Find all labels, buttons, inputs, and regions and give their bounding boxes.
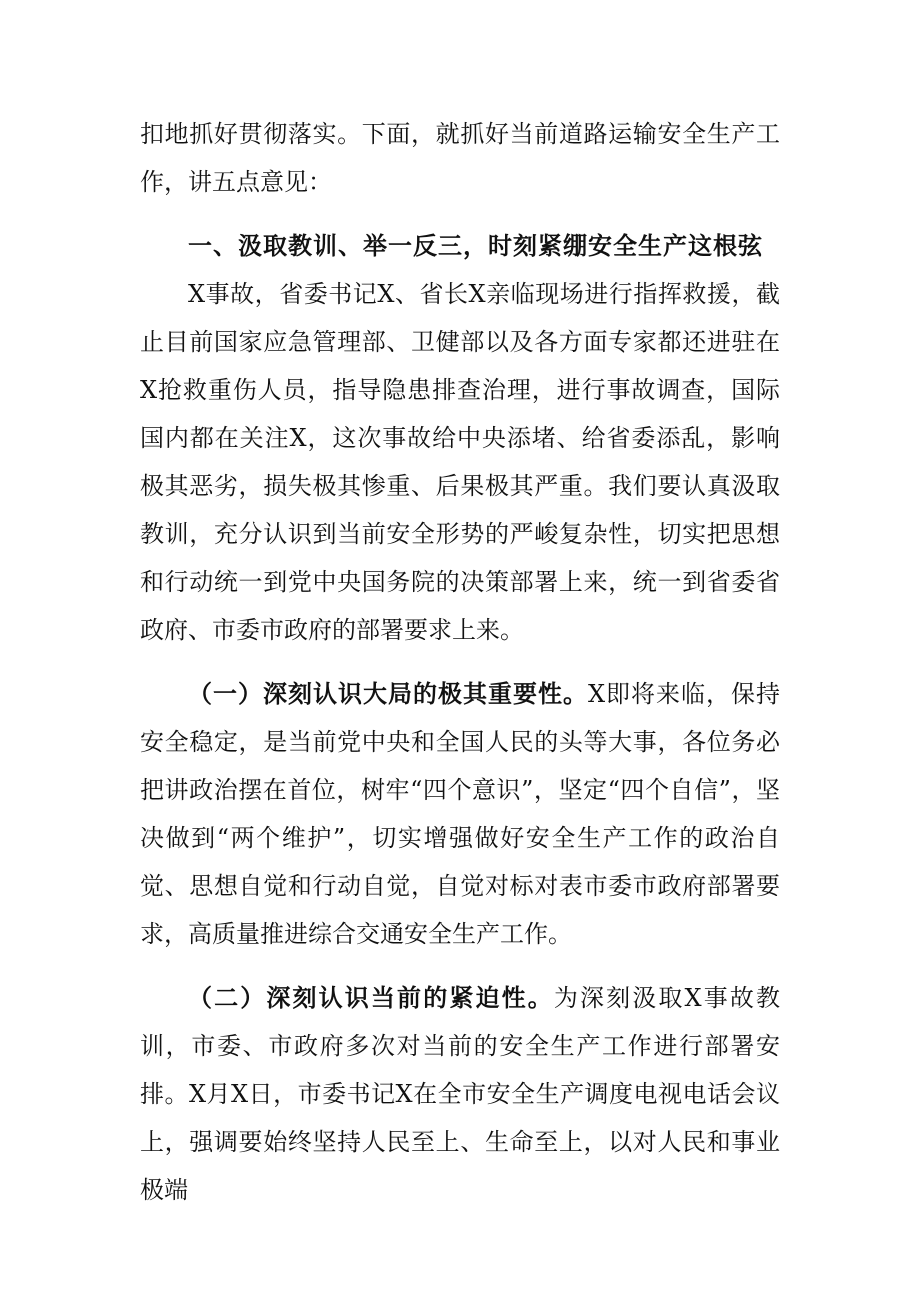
body-paragraph-1: X事故，省委书记X、省长X亲临现场进行指挥救援，截止目前国家应急管理部、卫健部以及各方面专家都还进驻在X抢救重伤人员，指导隐患排查治理，进行事故调查，国际国内都在关注X，这次事故给中央添堵、给省委添乱，影响极其恶劣，损失极其惨重、后果极其严重。我们要认真汲取教训，充分认识到当前安全形势的严峻复杂性，切实把思想和行动统一到党中央国务院的决策部署上来，统一到省委省政府、市委市政府的部署要求上来。 [140,280,780,644]
item-paragraph-1 [140,670,780,958]
continuation-paragraph: 扣地抓好贯彻落实。下面，就抓好当前道路运输安全生产工作，讲五点意见： [140,120,780,196]
item-2-body: 为深刻汲取X事故教训，市委、市政府多次对当前的安全生产工作进行部署安排。X月X日，市委书记X在全市安全生产调度电视电话会议上，强调要始终坚持人民至上、生命至上，以对人民和事业极端 [140,984,781,1204]
item-1-lead: （一）深刻认识大局的极其重要性。 [188,680,588,708]
item-1-body: X即将来临，保持安全稳定，是当前党中央和全国人民的头等大事，各位务必把讲政治摆在首位，树牢“四个意识”，坚定“四个自信”，坚决做到“两个维护”，切实增强做好安全生产工作的政治自觉、思想自觉和行动自觉，自觉对标对表市委市政府部署要求，高质量推进综合交通安全生产工作。 [140,680,780,948]
document-body [140,110,780,1214]
section-heading: 一、汲取教训、举一反三，时刻紧绷安全生产这根弦 [188,232,763,260]
item-paragraph-2 [140,974,780,1214]
item-2-lead: （二）深刻认识当前的紧迫性。 [188,984,554,1012]
